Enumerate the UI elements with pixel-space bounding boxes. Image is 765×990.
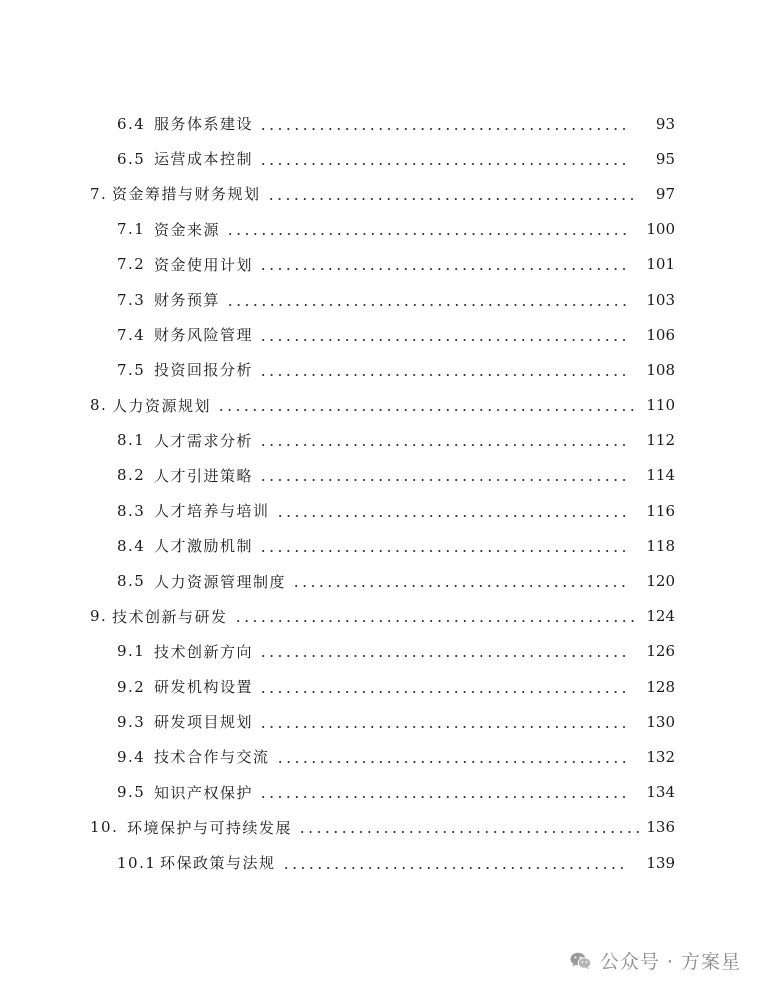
toc-leader-dots bbox=[276, 515, 627, 517]
toc-entry-number: 6.5 bbox=[117, 149, 146, 168]
toc-leader-dots bbox=[259, 550, 627, 552]
toc-entry-title: 人才培养与培训 bbox=[154, 502, 270, 521]
toc-leader-dots bbox=[259, 163, 627, 165]
toc-entry-page: 100 bbox=[646, 220, 675, 239]
toc-entry-page: 103 bbox=[646, 290, 675, 309]
toc-entry-number: 7.4 bbox=[117, 325, 146, 344]
toc-leader-dots bbox=[259, 339, 627, 341]
toc-entry-title: 服务体系建设 bbox=[154, 115, 254, 134]
toc-leader-dots bbox=[259, 268, 627, 270]
toc-entry-page: 116 bbox=[646, 501, 675, 520]
toc-entry-title: 运营成本控制 bbox=[154, 150, 254, 169]
toc-entry-page: 120 bbox=[646, 572, 675, 591]
toc-entry-number: 7.3 bbox=[117, 290, 146, 309]
toc-entry-page: 106 bbox=[646, 325, 675, 344]
toc-entry-number: 8. bbox=[90, 396, 108, 415]
toc-entry-title: 投资回报分析 bbox=[154, 361, 254, 380]
table-of-contents bbox=[0, 106, 765, 880]
toc-entry-page: 134 bbox=[646, 783, 675, 802]
toc-entry-8[interactable] bbox=[0, 388, 765, 423]
toc-entry-9-1[interactable] bbox=[0, 634, 765, 669]
toc-entry-title: 财务预算 bbox=[154, 291, 221, 310]
toc-entry-6-5[interactable] bbox=[0, 141, 765, 176]
toc-entry-page: 139 bbox=[646, 853, 675, 872]
toc-entry-title: 技术创新方向 bbox=[154, 642, 254, 661]
watermark bbox=[570, 947, 741, 974]
toc-entry-page: 130 bbox=[646, 712, 675, 731]
toc-entry-page: 118 bbox=[646, 536, 675, 555]
toc-entry-title: 人力资源管理制度 bbox=[154, 572, 287, 591]
toc-entry-number: 7.1 bbox=[117, 220, 146, 239]
toc-entry-title: 资金筹措与财务规划 bbox=[112, 185, 261, 204]
wechat-icon bbox=[570, 952, 592, 970]
toc-entry-page: 97 bbox=[655, 184, 675, 203]
toc-entry-8-5[interactable] bbox=[0, 563, 765, 598]
toc-entry-number: 8.3 bbox=[117, 501, 146, 520]
toc-leader-dots bbox=[292, 585, 627, 587]
toc-entry-7-3[interactable] bbox=[0, 282, 765, 317]
toc-entry-title: 资金使用计划 bbox=[154, 255, 254, 274]
toc-entry-title: 研发机构设置 bbox=[154, 678, 254, 697]
toc-entry-page: 136 bbox=[646, 818, 675, 837]
toc-entry-number: 7. bbox=[90, 184, 108, 203]
toc-entry-number: 10. bbox=[90, 818, 119, 837]
toc-entry-8-3[interactable] bbox=[0, 493, 765, 528]
toc-entry-title: 资金来源 bbox=[154, 220, 221, 239]
toc-entry-page: 93 bbox=[655, 114, 675, 133]
toc-entry-6-4[interactable] bbox=[0, 106, 765, 141]
toc-entry-number: 9. bbox=[90, 607, 108, 626]
toc-entry-number: 6.4 bbox=[117, 114, 146, 133]
toc-leader-dots bbox=[259, 796, 627, 798]
toc-entry-page: 128 bbox=[646, 677, 675, 696]
toc-leader-dots bbox=[259, 444, 627, 446]
toc-entry-title: 人力资源规划 bbox=[112, 396, 212, 415]
toc-entry-number: 8.5 bbox=[117, 572, 146, 591]
toc-leader-dots bbox=[217, 409, 639, 411]
toc-entry-9-3[interactable] bbox=[0, 704, 765, 739]
toc-entry-number: 7.5 bbox=[117, 360, 146, 379]
toc-entry-number: 7.2 bbox=[117, 255, 146, 274]
toc-leader-dots bbox=[267, 198, 639, 200]
toc-entry-page: 124 bbox=[646, 607, 675, 626]
toc-leader-dots bbox=[259, 128, 627, 130]
toc-entry-number: 9.2 bbox=[117, 677, 146, 696]
toc-entry-7-4[interactable] bbox=[0, 317, 765, 352]
toc-entry-number: 9.3 bbox=[117, 712, 146, 731]
toc-entry-8-2[interactable] bbox=[0, 458, 765, 493]
toc-entry-9-5[interactable] bbox=[0, 775, 765, 810]
toc-entry-title: 财务风险管理 bbox=[154, 326, 254, 345]
toc-entry-title: 研发项目规划 bbox=[154, 713, 254, 732]
watermark-text: 公众号 · 方案星 bbox=[599, 951, 741, 973]
toc-leader-dots bbox=[259, 479, 627, 481]
toc-entry-title: 环境保护与可持续发展 bbox=[127, 818, 293, 837]
toc-leader-dots bbox=[226, 233, 627, 235]
toc-entry-page: 108 bbox=[646, 360, 675, 379]
toc-entry-page: 126 bbox=[646, 642, 675, 661]
toc-entry-page: 101 bbox=[646, 255, 675, 274]
toc-leader-dots bbox=[234, 620, 639, 622]
toc-entry-title: 人才引进策略 bbox=[154, 466, 254, 485]
toc-leader-dots bbox=[282, 867, 627, 869]
toc-leader-dots bbox=[259, 655, 627, 657]
toc-entry-page: 132 bbox=[646, 747, 675, 766]
toc-entry-number: 8.1 bbox=[117, 431, 146, 450]
toc-entry-title: 技术创新与研发 bbox=[112, 607, 228, 626]
toc-entry-number: 10.1 bbox=[117, 853, 157, 872]
toc-entry-10-1[interactable] bbox=[0, 845, 765, 880]
toc-entry-9-4[interactable] bbox=[0, 739, 765, 774]
toc-entry-7-1[interactable] bbox=[0, 212, 765, 247]
toc-entry-9[interactable] bbox=[0, 599, 765, 634]
toc-entry-9-2[interactable] bbox=[0, 669, 765, 704]
toc-entry-number: 9.5 bbox=[117, 783, 146, 802]
toc-entry-number: 9.1 bbox=[117, 642, 146, 661]
toc-leader-dots bbox=[259, 726, 627, 728]
toc-leader-dots bbox=[298, 831, 639, 833]
toc-entry-page: 112 bbox=[646, 431, 675, 450]
toc-entry-7[interactable] bbox=[0, 176, 765, 211]
toc-entry-page: 110 bbox=[646, 396, 675, 415]
toc-entry-number: 9.4 bbox=[117, 747, 146, 766]
toc-entry-10[interactable] bbox=[0, 810, 765, 845]
toc-entry-title: 人才激励机制 bbox=[154, 537, 254, 556]
toc-entry-8-1[interactable] bbox=[0, 423, 765, 458]
toc-entry-7-5[interactable] bbox=[0, 352, 765, 387]
toc-entry-title: 技术合作与交流 bbox=[154, 748, 270, 767]
toc-entry-title: 人才需求分析 bbox=[154, 431, 254, 450]
toc-entry-number: 8.4 bbox=[117, 536, 146, 555]
toc-entry-number: 8.2 bbox=[117, 466, 146, 485]
toc-leader-dots bbox=[259, 374, 627, 376]
toc-leader-dots bbox=[226, 304, 627, 306]
toc-entry-8-4[interactable] bbox=[0, 528, 765, 563]
toc-leader-dots bbox=[276, 761, 627, 763]
toc-entry-title: 知识产权保护 bbox=[154, 783, 254, 802]
toc-entry-title: 环保政策与法规 bbox=[160, 854, 276, 873]
toc-entry-page: 114 bbox=[646, 466, 675, 485]
toc-entry-page: 95 bbox=[655, 149, 675, 168]
toc-leader-dots bbox=[259, 691, 627, 693]
toc-entry-7-2[interactable] bbox=[0, 247, 765, 282]
